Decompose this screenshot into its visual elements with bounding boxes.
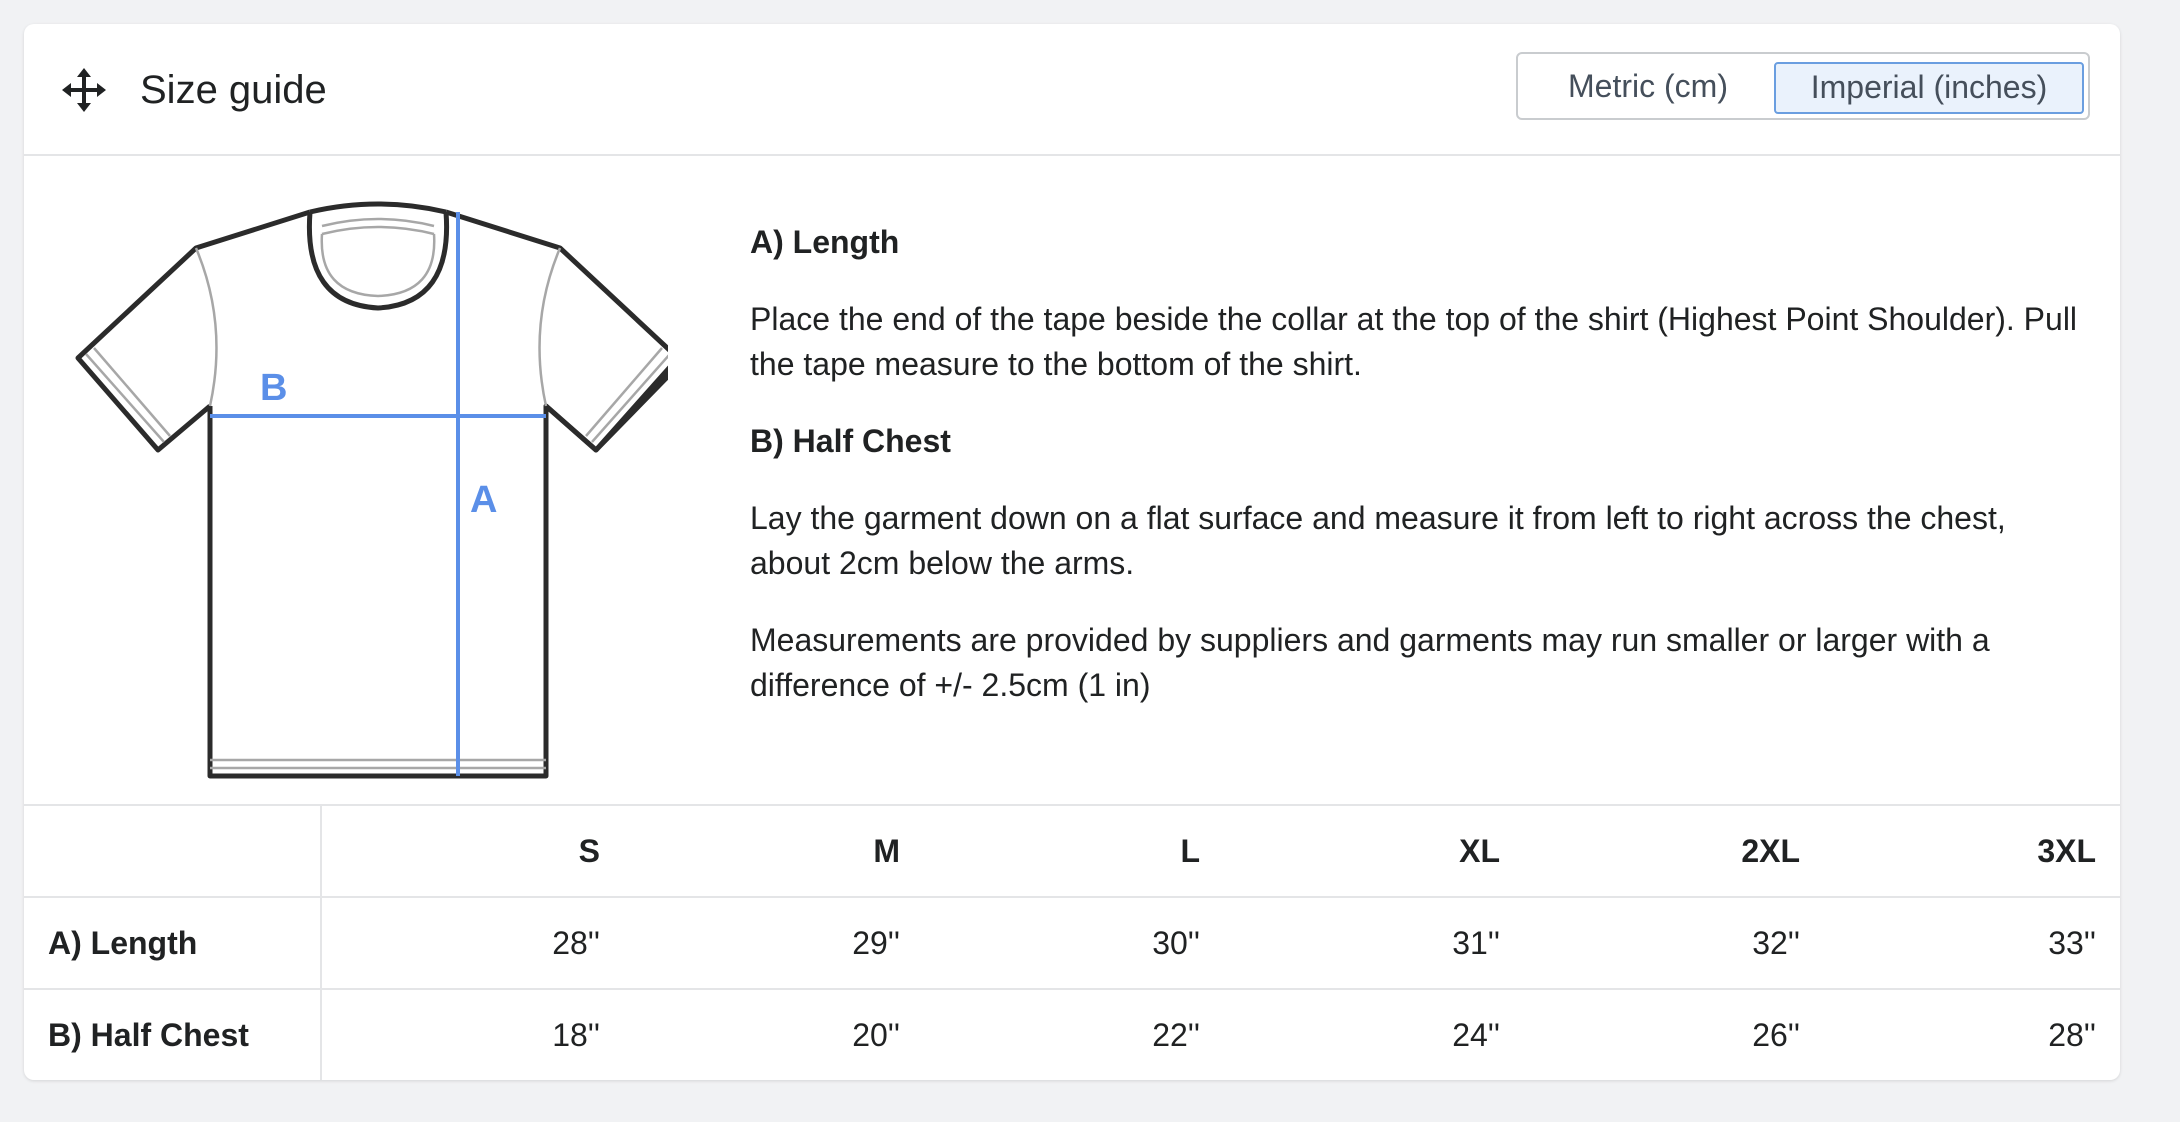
size-guide-card: [24, 24, 2120, 1080]
size-header: 3XL: [2037, 833, 2096, 869]
table-cell: 33'': [2048, 925, 2096, 961]
unit-toggle: [1516, 52, 2090, 120]
measurement-instructions: [750, 220, 2090, 740]
size-header: XL: [1459, 833, 1500, 869]
imperial-units-button[interactable]: Imperial (inches): [1774, 62, 2084, 114]
length-title: A) Length: [750, 224, 900, 260]
tshirt-measurement-diagram: [48, 174, 668, 794]
label-b: B: [260, 367, 288, 409]
table-cell: 26'': [1752, 1017, 1800, 1053]
table-cell: 28'': [552, 925, 600, 961]
size-header: S: [578, 833, 600, 869]
chest-title: B) Half Chest: [750, 423, 951, 459]
table-corner-cell: [24, 806, 322, 896]
table-cell: 18'': [552, 1017, 600, 1053]
move-icon[interactable]: [62, 68, 106, 112]
table-row: [24, 898, 2120, 990]
tshirt-outline: [78, 174, 668, 426]
table-cell: 29'': [852, 925, 900, 961]
table-row: [24, 990, 2120, 1080]
metric-units-button[interactable]: Metric (cm): [1568, 68, 1728, 104]
size-guide-header: [24, 24, 2120, 156]
page-title: Size guide: [140, 68, 327, 112]
size-table: [24, 804, 2120, 1080]
measurement-note: Measurements are provided by suppliers and garments may run smaller or larger with a difference of +/- 2.5cm (1 in): [750, 622, 1990, 703]
row-label: A) Length: [24, 898, 322, 988]
table-cell: 31'': [1452, 925, 1500, 961]
table-cell: 22'': [1152, 1017, 1200, 1053]
table-header-row: [24, 806, 2120, 898]
table-cell: 20'': [852, 1017, 900, 1053]
length-text: Place the end of the tape beside the collar at the top of the shirt (Highest Point Shoulder). Pull the tape measure to the bottom of the shirt.: [750, 301, 2078, 382]
row-label: B) Half Chest: [24, 990, 322, 1080]
size-header: M: [873, 833, 900, 869]
label-a: A: [470, 479, 498, 521]
size-header: L: [1180, 833, 1200, 869]
table-cell: 32'': [1752, 925, 1800, 961]
chest-text: Lay the garment down on a flat surface and measure it from left to right across the chest, about 2cm below the arms.: [750, 500, 2006, 581]
size-header: 2XL: [1741, 833, 1800, 869]
table-cell: 28'': [2048, 1017, 2096, 1053]
table-cell: 30'': [1152, 925, 1200, 961]
table-cell: 24'': [1452, 1017, 1500, 1053]
